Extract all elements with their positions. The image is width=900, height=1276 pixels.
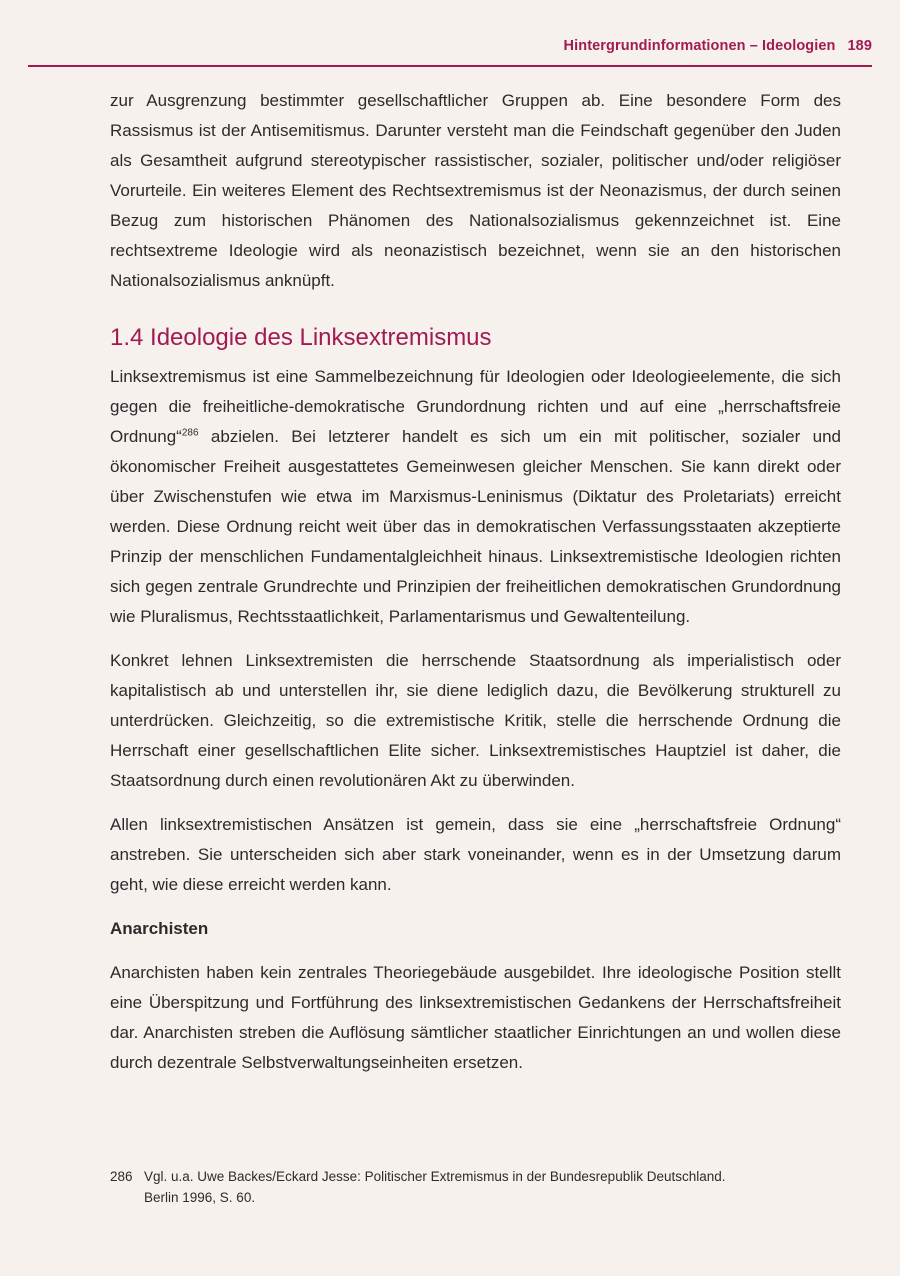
paragraph-herrschaftsfreie-ordnung: Allen linksextremistischen Ansätzen ist gemein, dass sie eine „herrschaftsfreie Ordnung“ anstreben. Sie unterscheiden sich aber stark voneinander, wenn es in der Umsetzung darum geht, wie diese erreicht werden kann. [110,815,841,894]
paragraph-rechtsextremismus: zur Ausgrenzung bestimmter gesellschaftlicher Gruppen ab. Eine besondere Form des Rassismus ist der Antisemitismus. Darunter versteht man die Feindschaft gegenüber den Juden als Gesamtheit aufgrund stereotypischer rassistischer, sozialer, politischer und/oder religiöser Vorurteile. Ein weiteres Element des Rechtsextremismus ist der Neonazismus, der durch seinen Bezug zum historischen Phänomen des Nationalsozialismus gekennzeichnet ist. Eine rechtsextreme Ideologie wird als neonazistisch bezeichnet, wenn sie an den historischen Nationalsozialismus anknüpft. [110,91,841,290]
running-head: Hintergrundinformationen – Ideologien [563,38,836,54]
paragraph-anarchisten: Anarchisten haben kein zentrales Theoriegebäude ausgebildet. Ihre ideologische Position stellt eine Überspitzung und Fortführung des linksextremistischen Gedankens der Herrschaftsfreiheit dar. Anarchisten streben die Auflösung sämtlicher staatlicher Einrichtungen an und wollen diese durch dezentrale Selbstverwaltungseinheiten ersetzen. [110,963,841,1072]
page-content [110,86,841,1092]
footnote-286 [110,1166,822,1208]
subheading-anarchisten: Anarchisten [110,919,209,938]
footnote-text [144,1166,822,1208]
paragraph-linksextremismus-definition [110,362,841,632]
page-header [28,38,872,54]
footnote-number: 286 [110,1169,133,1184]
section-heading-1-4: 1.4 Ideologie des Linksextremismus [110,324,492,351]
paragraph-linksextremisten-kritik: Konkret lehnen Linksextremisten die herrschende Staatsordnung als imperialistisch oder kapitalistisch ab und unterstellen ihr, sie diene lediglich dazu, die Bevölkerung strukturell zu unterdrücken. Gleichzeitig, so die extremistische Kritik, stelle die herrschende Ordnung die Herrschaft einer gesellschaftlichen Elite sicher. Linksextremistisches Hauptziel ist daher, die Staatsordnung durch einen revolutionären Akt zu überwinden. [110,651,841,790]
footnote-line-1: Vgl. u.a. Uwe Backes/Eckard Jesse: Politischer Extremismus in der Bundesrepublik Deutschland. [144,1169,726,1184]
footnote-line-2: Berlin 1996, S. 60. [144,1190,256,1205]
header-rule [28,65,872,67]
page-number: 189 [847,38,872,54]
paragraph-text-after-footnote-ref: abzielen. Bei letzterer handelt es sich um ein mit politischer, sozialer und ökonomischer Freiheit ausgestattetes Gemeinwesen gleicher Menschen. Sie kann direkt oder über Zwischenstufen wie etwa im Marxismus-Leninismus (Diktatur des Proletariats) erreicht werden. Diese Ordnung reicht weit über das in demokratischen Verfassungsstaaten akzeptierte Prinzip der menschlichen Fundamentalgleichheit hinaus. Linksextremistische Ideologien richten sich gegen zentrale Grundrechte und Prinzipien der freiheitlichen demokratischen Grundordnung wie Pluralismus, Rechtsstaatlichkeit, Parlamentarismus und Gewaltenteilung. [110,427,841,626]
footnote-ref-286: 286 [181,427,199,439]
paragraph-text-before-footnote-ref: Linksextremismus ist eine Sammelbezeichnung für Ideologien oder Ideologieelemente, die sich gegen die freiheitliche-demokratische Grundordnung richten und auf eine „herrschaftsfreie Ordnung“ [110,367,841,446]
